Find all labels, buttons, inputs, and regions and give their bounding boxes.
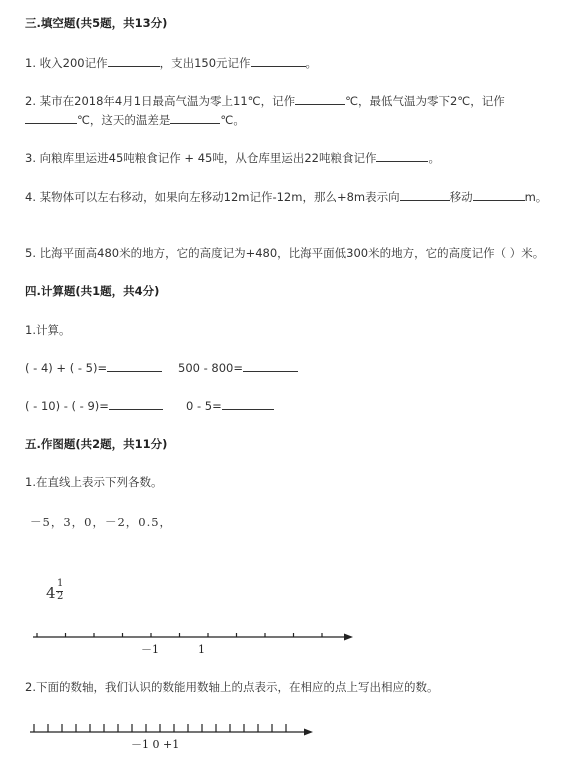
question-3-4 (25, 189, 547, 205)
question-text: ℃。 (220, 113, 245, 127)
question-text: 3. 向粮库里运进45吨粮食记作 + 45吨，从仓库里运出22吨粮食记作 (25, 151, 377, 165)
calc-row-1b (178, 360, 298, 376)
axis1-label-1: 1 (198, 643, 205, 656)
question-text: 1. 收入200记作 (25, 56, 108, 70)
question-text: ℃，这天的温差是 (77, 113, 171, 127)
answer-blank[interactable] (251, 55, 306, 67)
calc-row-2 (25, 398, 163, 414)
numbers-to-plot: －5，3，0，－2，0.5， (30, 515, 173, 529)
expression: ( - 10) - ( - 9)= (25, 399, 109, 413)
question-text: ，支出150元记作 (159, 56, 251, 70)
expression: 500 - 800= (178, 361, 243, 375)
calc-row-1 (25, 360, 162, 376)
question-3-1 (25, 55, 317, 71)
expression: 0 - 5= (186, 399, 222, 413)
question-text: 。 (305, 56, 318, 70)
answer-blank[interactable] (473, 189, 525, 201)
question-3-2-cont (25, 112, 245, 128)
question-text: 2. 某市在2018年4月1日最高气温为零上11℃，记作 (25, 94, 296, 108)
mixed-numerator: 1 (57, 578, 64, 589)
answer-blank[interactable] (108, 55, 160, 67)
calc-row-2b (186, 398, 274, 414)
answer-blank[interactable] (109, 398, 163, 410)
answer-blank[interactable] (400, 189, 450, 201)
answer-blank[interactable] (243, 360, 298, 372)
mixed-denominator: 2 (57, 591, 64, 602)
expression: ( - 4) + ( - 5)= (25, 361, 108, 375)
question-text: m。 (524, 190, 548, 204)
axis1-label-neg1: －1 (141, 643, 159, 656)
mixed-whole: 4 (46, 584, 56, 602)
question-text: 。 (428, 151, 440, 165)
question-3-5: 5. 比海平面高480米的地方，它的高度记为+480，比海平面低300米的地方，它的高度记作（ ）米。 (25, 246, 545, 260)
number-line-1[interactable] (0, 620, 564, 660)
question-text: ℃，最低气温为零下2℃，记作 (345, 94, 505, 108)
question-5-2: 2.下面的数轴，我们认识的数能用数轴上的点表示，在相应的点上写出相应的数。 (25, 680, 439, 694)
axis-arrow (344, 634, 353, 641)
question-3-3 (25, 150, 440, 166)
answer-blank[interactable] (25, 112, 77, 124)
section-5-heading: 五.作图题(共2题，共11分) (25, 437, 168, 451)
question-3-2 (25, 93, 505, 109)
question-5-1: 1.在直线上表示下列各数。 (25, 475, 163, 489)
question-text: 4. 某物体可以左右移动，如果向左移动12m记作-12m，那么+8m表示向 (25, 190, 400, 204)
answer-blank[interactable] (107, 360, 162, 372)
axis2-label: －1 0 +1 (131, 738, 180, 751)
question-text: 移动 (449, 190, 473, 204)
section-4-heading: 四.计算题(共1题，共4分) (25, 284, 160, 298)
answer-blank[interactable] (222, 398, 274, 410)
section-3-heading: 三.填空题(共5题，共13分) (25, 16, 168, 30)
answer-blank[interactable] (295, 93, 345, 105)
axis-arrow (304, 729, 313, 736)
answer-blank[interactable] (170, 112, 220, 124)
question-4-1: 1.计算。 (25, 323, 71, 337)
answer-blank[interactable] (376, 150, 428, 162)
number-line-2[interactable] (0, 722, 564, 762)
